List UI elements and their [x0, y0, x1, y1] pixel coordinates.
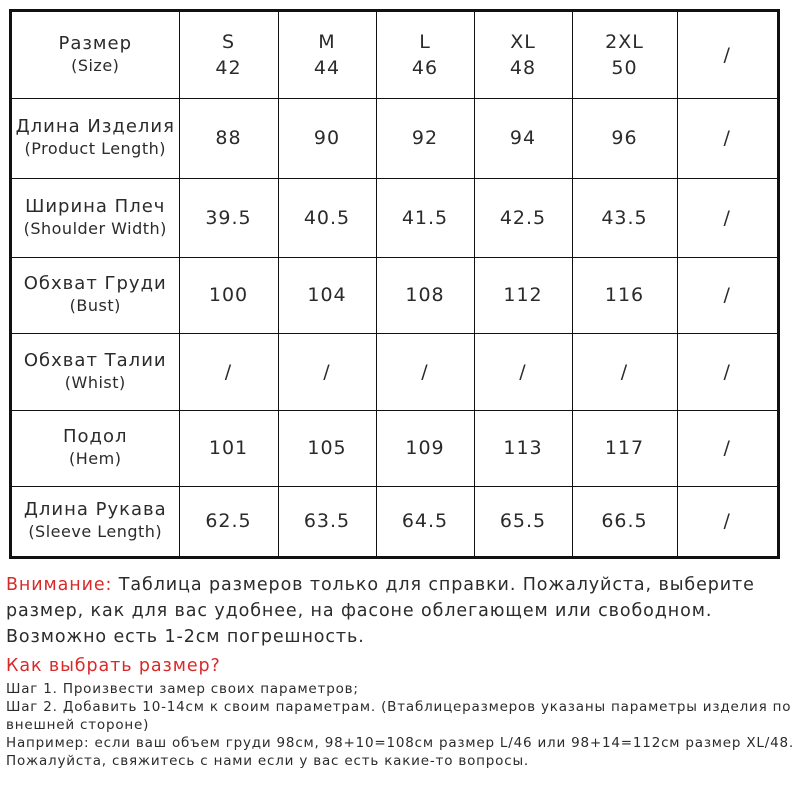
value-cell: /: [474, 333, 572, 410]
table-row: [12, 257, 777, 333]
size-column-header: [572, 12, 677, 98]
value-cell: /: [677, 257, 777, 333]
size-letter: M: [318, 30, 336, 53]
size-column-header: [474, 12, 572, 98]
size-number: 46: [411, 56, 439, 79]
how-to-step: Шаг 2. Добавить 10-14см к своим параметрам. (Втаблицеразмеров указаны параметры изделия по внешней стороне): [6, 699, 792, 733]
row-label-en: (Shoulder Width): [23, 218, 167, 238]
size-notice: [6, 572, 796, 650]
value-cell: 88: [179, 98, 278, 178]
table-row: [12, 98, 777, 178]
value-cell: 108: [376, 257, 474, 333]
value-cell: 65.5: [474, 486, 572, 556]
size-number: 42: [215, 56, 242, 79]
how-to-example: Например: если ваш объем груди 98см, 98+10=108см размер L/46 или 98+14=112см размер XL/48.: [6, 735, 794, 751]
value-cell: 112: [474, 257, 572, 333]
header-label-en: (Size): [71, 55, 120, 75]
value-cell: 104: [278, 257, 376, 333]
row-label-ru: Обхват Талии: [23, 349, 167, 371]
size-column-header: [677, 12, 777, 98]
value-cell: /: [376, 333, 474, 410]
value-cell: 116: [572, 257, 677, 333]
notice-text: Таблица размеров только для справки. Пожалуйста, выберите размер, как для вас удобнее, на фасоне облегающем или свободном. Возможно есть 1-2см погрешность.: [6, 575, 755, 647]
value-cell: 105: [278, 410, 376, 486]
value-cell: 42.5: [474, 178, 572, 257]
how-to-title: Как выбрать размер?: [6, 656, 221, 676]
row-label-ru: Подол: [62, 426, 128, 447]
contact-note: Пожалуйста, свяжитесь с нами если у вас есть какие-то вопросы.: [6, 753, 529, 769]
value-cell: 41.5: [376, 178, 474, 257]
row-label-ru: Ширина Плеч: [25, 195, 166, 217]
value-cell: 40.5: [278, 178, 376, 257]
notice-prefix: Внимание:: [6, 575, 113, 595]
notes-section: [6, 572, 796, 770]
row-label-cell: [12, 410, 179, 486]
row-label-cell: [12, 257, 179, 333]
value-cell: 109: [376, 410, 474, 486]
size-number: 50: [611, 56, 638, 79]
header-label-cell: [12, 12, 179, 98]
value-cell: 94: [474, 98, 572, 178]
header-label-ru: Размер: [58, 32, 133, 54]
value-cell: 113: [474, 410, 572, 486]
table-row: [12, 178, 777, 257]
value-cell: 64.5: [376, 486, 474, 556]
value-cell: 90: [278, 98, 376, 178]
row-label-en: (Sleeve Length): [28, 522, 163, 542]
row-label-ru: Длина Изделия: [15, 116, 175, 137]
size-letter: S: [221, 30, 236, 53]
row-label-cell: [12, 333, 179, 410]
value-cell: 100: [179, 257, 278, 333]
size-letter: 2XL: [605, 30, 644, 53]
value-cell: 39.5: [179, 178, 278, 257]
value-cell: /: [677, 410, 777, 486]
value-cell: /: [677, 486, 777, 556]
value-cell: /: [677, 178, 777, 257]
row-label-ru: Длина Рукава: [23, 499, 167, 521]
size-column-header: [278, 12, 376, 98]
size-letter: /: [723, 43, 731, 66]
size-number: 44: [313, 56, 341, 79]
value-cell: /: [572, 333, 677, 410]
size-chart-table: [12, 12, 777, 556]
value-cell: 66.5: [572, 486, 677, 556]
row-label-cell: [12, 486, 179, 556]
row-label-cell: [12, 178, 179, 257]
row-label-en: (Hem): [69, 449, 122, 468]
value-cell: 43.5: [572, 178, 677, 257]
value-cell: 96: [572, 98, 677, 178]
table-row: [12, 410, 777, 486]
value-cell: /: [677, 98, 777, 178]
value-cell: 92: [376, 98, 474, 178]
row-label-cell: [12, 98, 179, 178]
value-cell: /: [179, 333, 278, 410]
value-cell: /: [677, 333, 777, 410]
row-label-en: (Product Length): [24, 139, 166, 158]
size-letter: L: [419, 30, 431, 53]
value-cell: 101: [179, 410, 278, 486]
size-column-header: [376, 12, 474, 98]
header-row: [12, 12, 777, 98]
size-number: 48: [509, 56, 537, 79]
row-label-ru: Обхват Груди: [23, 273, 167, 294]
table-row: [12, 486, 777, 556]
row-label-en: (Whist): [64, 372, 126, 392]
value-cell: 63.5: [278, 486, 376, 556]
how-to-step: Шаг 1. Произвести замер своих параметров;: [6, 681, 359, 697]
value-cell: 117: [572, 410, 677, 486]
row-label-en: (Bust): [69, 296, 121, 315]
table-row: [12, 333, 777, 410]
size-column-header: [179, 12, 278, 98]
value-cell: 62.5: [179, 486, 278, 556]
value-cell: /: [278, 333, 376, 410]
size-letter: XL: [510, 30, 536, 53]
